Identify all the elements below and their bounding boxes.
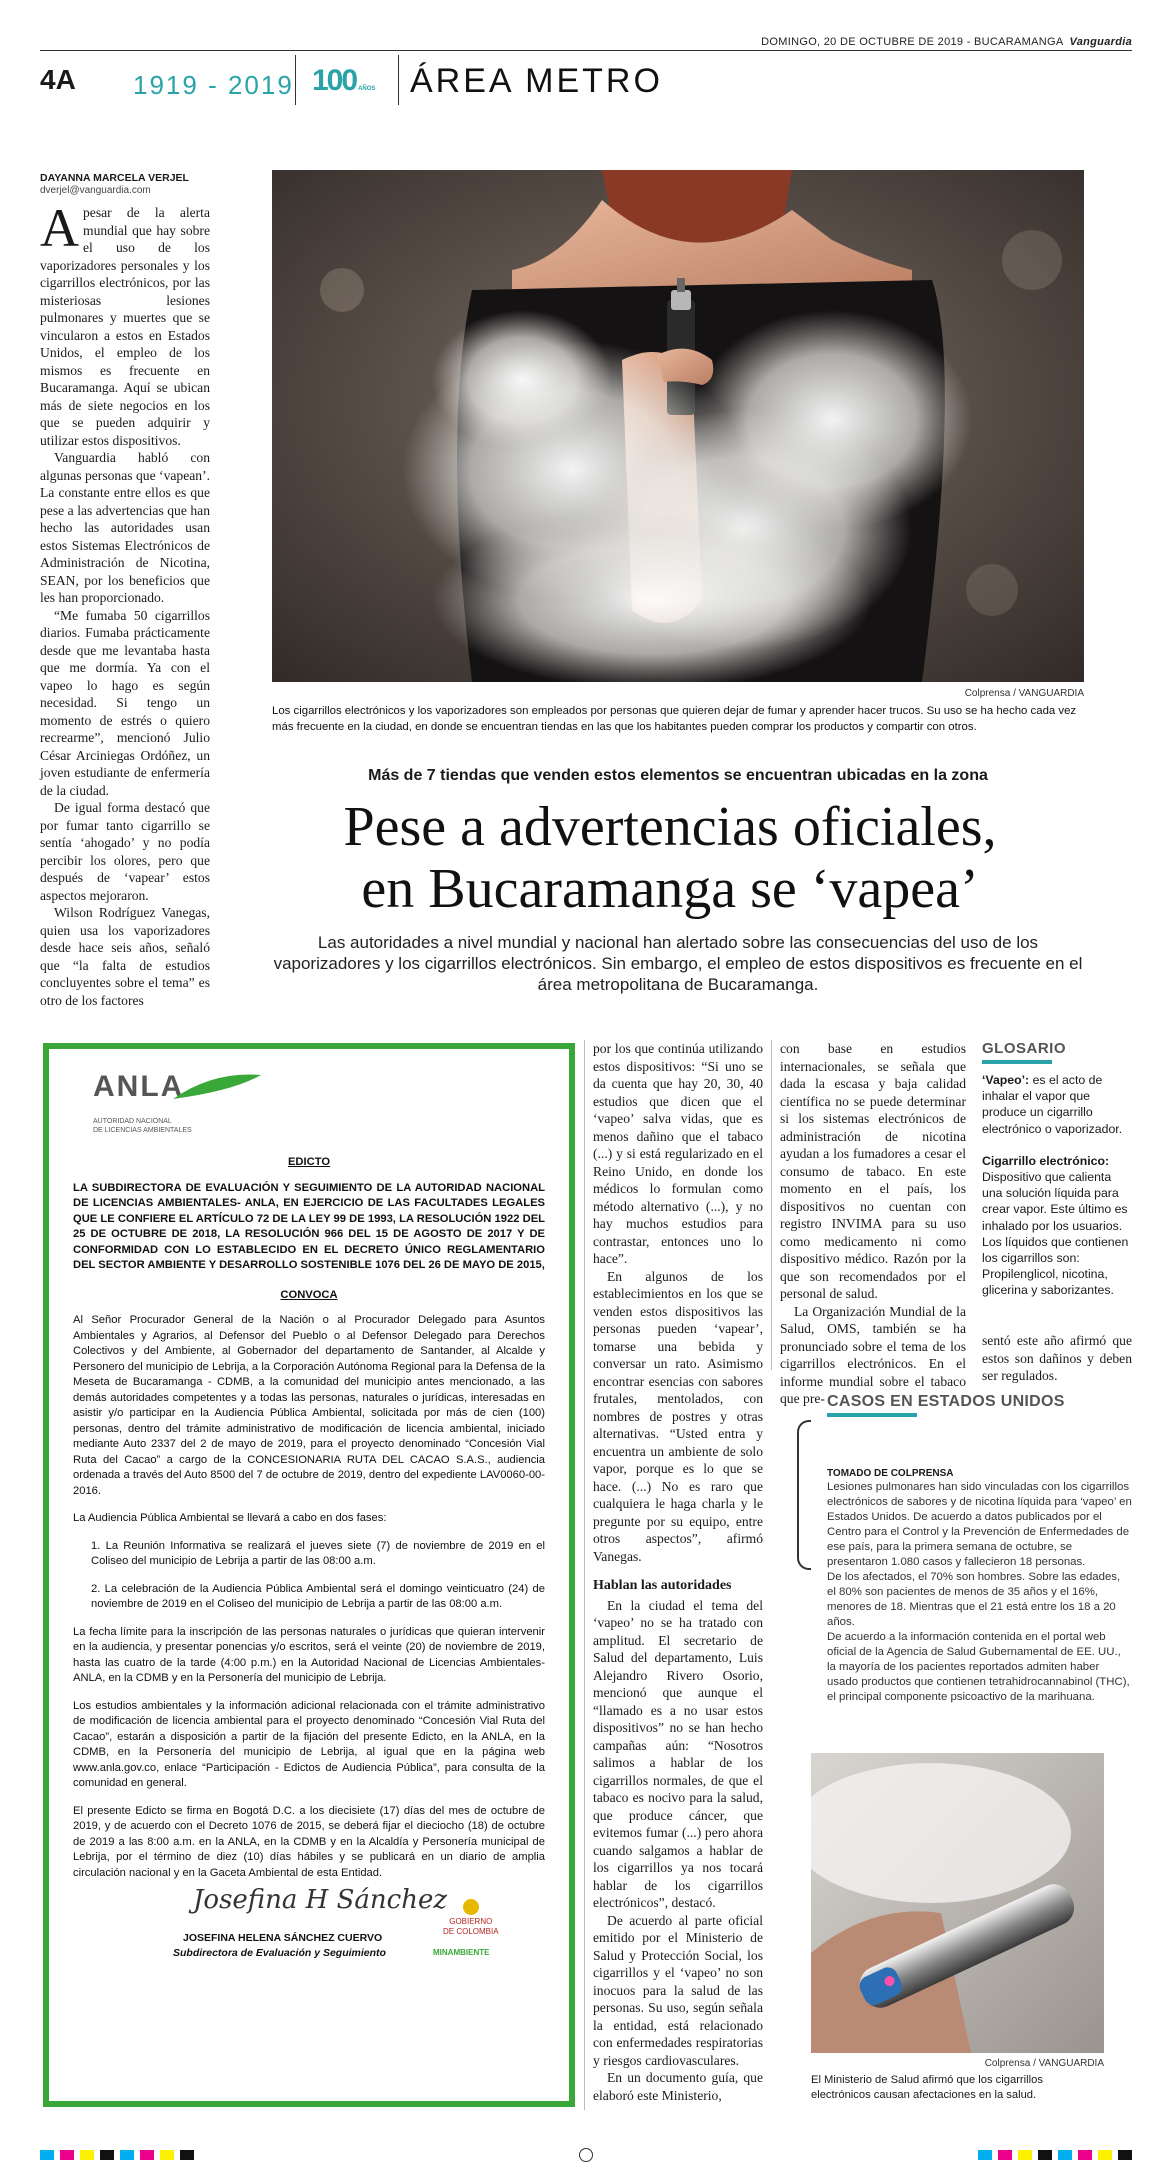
- leaf-icon: [173, 1071, 263, 1101]
- page-number: 4A: [40, 64, 76, 95]
- dropcap: A: [40, 198, 79, 258]
- ad-convoca: CONVOCA: [280, 1288, 338, 1301]
- glossary-continuation: [982, 1332, 1132, 1385]
- casos-paragraph: Lesiones pulmonares han sido vinculadas con los cigarrillos electrónicos de sabores y de nicotina líquida para ‘vapeo’ en Estados Unidos. De acuerdo a datos publicados por el Centro para el Control y la Prevención de Enfermedades de ese país, para la primera semana de octubre, se presentaron 1.080 casos y fallecieron 18 personas.: [827, 1481, 1132, 1568]
- anniversary-logo: [312, 64, 375, 98]
- gobierno-logo: [443, 1899, 499, 1937]
- vaping-woman-photo: [272, 170, 1084, 682]
- ad-paragraph: Los estudios ambientales y la información adicional relacionada con el trámite administrativo de modificación de licencia ambiental para el proyecto denominado “Concesión Vial Ruta del Cacao”, estarán a disposición a partir de la fijación del presente Edicto, en la ANLA, en la CDMB, en la Personería del municipio de Lebrija, al igual que en la página web www.anla.gov.co, enlace “Participación - Edictos de Audiencia Pública”, para consulta de la comunidad en general.: [73, 1699, 545, 1789]
- ad-paragraph: Al Señor Procurador General de la Nación o al Procurador Delegado para Asuntos Ambientales y Agrarios, al Defensor del Pueblo o al Defensor Delegado para Derechos Colectivos y del Ambiente, al Gobernador del departamento de Santander, al Alcalde y Personero del municipio de Lebrija, a la Corporación Autónoma Regional para la Defensa de la Meseta de Bucaramanga - CDMB, a la comunidad del municipio antes mencionado, a las demás autoridades competentes y a todas las personas, naturales o jurídicas, interesadas en asistir y/o participar en la Audiencia Pública Ambiental, solicitada por más de cien (100) personas, dentro del trámite administrativo de modificación de licencia ambiental, iniciado mediante Auto 2337 del 2 de mayo de 2019, para el proyecto denominado “Concesión Vial Ruta del Cacao” a cargo de la CONCESIONARIA RUTA DEL CACAO S.A.S., audiencia ordenada a través del Auto 8500 del 7 de octubre de 2019, dentro del expediente LAV0060-00-2016.: [73, 1314, 545, 1497]
- casos-paragraph: De los afectados, el 70% son hombres. Sobre las edades, el 80% son pacientes de menos de 35 años y el 16%, menores de 18. Mientras que el 21 está entre los 18 a 20 años.: [827, 1571, 1121, 1628]
- subhead: Hablan las autoridades: [593, 1578, 732, 1593]
- headline-line-1: Pese a advertencias oficiales,: [343, 796, 997, 858]
- registration-marks: [40, 2150, 1132, 2160]
- header-rule: [40, 50, 1132, 51]
- anla-logo-sub2: DE LICENCIAS AMBIENTALES: [93, 1127, 192, 1134]
- anla-logo: [73, 1071, 545, 1141]
- photo-caption: Los cigarrillos electrónicos y los vaporizadores son empleados por personas que quieren dejar de fumar y aprender hacer trucos. Su uso se ha hecho cada vez más frecuente en la ciudad, en donde se encuentran tiendas en las que los habitantes pueden comprar los productos y compartir con otros.: [272, 705, 1077, 733]
- ad-intro: LA SUBDIRECTORA DE EVALUACIÓN Y SEGUIMIENTO DE LA AUTORIDAD NACIONAL DE LICENCIAS AMBIENTALES- ANLA, EN EJERCICIO DE LAS FACULTADES LEGALES QUE LE CONFIERE EL ARTÍCULO 72 DE LA LEY 99 DE 1993, LA RESOLUCIÓN 1922 DEL 25 DE OCTUBRE DE 2018, LA RESOLUCIÓN 966 DEL 15 DE AGOSTO DE 2017 Y DE CONFORMIDAD CON LO ESTABLECIDO EN EL DECRETO ÚNICO REGLAMENTARIO DEL SECTOR AMBIENTE Y DESARROLLO SOSTENIBLE 1076 DEL 26 DE MAYO DE 2015,: [73, 1181, 545, 1271]
- casos-source: TOMADO DE COLPRENSA: [827, 1468, 954, 1479]
- signer-role: Subdirectora de Evaluación y Seguimiento: [173, 1947, 386, 1959]
- header-divider-2: [398, 55, 399, 105]
- paragraph: “Me fumaba 50 cigarrillos diarios. Fumaba prácticamente desde que me levantaba hasta que me dormía. Ya con el vapeo lo hago es según necesidad. Si tengo un momento de estrés o quiero recrearme”, mencionó Julio César Arciniegas Ordóñez, un joven estudiante de enfermería de la ciudad.: [40, 607, 210, 798]
- anniversary-small: AÑOS: [358, 86, 376, 92]
- paragraph: con base en estudios internacionales, se señala que dada la escasa y baja calidad científica no se puede determinar si los sistemas electrónicos de administración de nicotina ayudan a los fumadores a cesar el consumo de tabaco. En este momento en el país, los dispositivos no cuentan con registro INVIMA para su uso como medicamento ni como dispositivo médico. Razón por la que son recomendados por el personal de salud.: [780, 1041, 966, 1301]
- glossary-body: [982, 1072, 1132, 1299]
- anla-logo-sub: [93, 1117, 192, 1135]
- paragraph: En algunos de los establecimientos en los que se venden estos dispositivos las personas pueden ‘vapear’, tomarse una bebida y conversar un rato. Asimismo encontrar esencias con sabores frutales, mentolados, con nombres de postres y otras alternativas. “Usted entra y encuentra un ambiente de solo vapor, porque es lo que se hace. (...) No es raro que cualquiera le haga charla y le pregunte por su equipo, entre otros aspectos”, afirmó Vanegas.: [593, 1268, 763, 1564]
- column-rule: [584, 1040, 585, 2110]
- header-divider: [295, 55, 296, 105]
- minambiente-logo: MINAMBIENTE: [433, 1948, 490, 1957]
- date-line: [761, 36, 1132, 48]
- color-bar-right: [978, 2150, 1132, 2160]
- crosshair-icon: [579, 2148, 593, 2162]
- anla-logo-sub1: AUTORIDAD NACIONAL: [93, 1118, 172, 1125]
- paragraph: por los que continúa utilizando estos dispositivos: “Si uno se da cuenta que hay 20, 30, 40 estudios que dicen que el ‘vapeo’ salva vidas, que es menos dañino que el tabaco (...) y si está regularizado en el Reino Unido, en donde los médicos lo formulan como método alternativo (...), y no hay muchos estudios para contrastar, entonces uno lo hace”.: [593, 1041, 763, 1266]
- anniversary-number: 100: [312, 64, 357, 97]
- ad-paragraph: 2. La celebración de la Audiencia Pública Ambiental será el domingo veinticuatro (24) de noviembre de 2019 en el Coliseo del municipio de Lebrija a partir de las 08:00 a.m.: [91, 1582, 545, 1610]
- date-text: DOMINGO, 20 DE OCTUBRE DE 2019 - BUCARAMANGA: [761, 36, 1064, 48]
- paragraph: sentó este año afirmó que estos son dañinos y deben ser regulados.: [982, 1333, 1132, 1383]
- anla-logo-text: ANLA: [93, 1070, 185, 1103]
- paragraph: En un documento guía, que elaboró este Ministerio,: [593, 2070, 763, 2103]
- paragraph: De acuerdo al parte oficial emitido por el Ministerio de Salud y Protección Social, los cigarrillos y el ‘vapeo’ no son inocuos para la salud de las personas. Su uso, según señala la entidad, está relacionado con enfermedades respiratorias y riesgos cardiovasculares.: [593, 1912, 763, 2068]
- signature: Josefina H Sánchez: [193, 1885, 448, 1915]
- byline-name: DAYANNA MARCELA VERJEL: [40, 172, 189, 184]
- glossary-definition: es el acto de inhalar el vapor que produce un cigarrillo electrónico o vaporizador.: [982, 1073, 1123, 1136]
- main-photo: [272, 170, 1084, 682]
- article-column-4: [780, 1040, 966, 1408]
- anla-edict-ad: [43, 1043, 575, 2107]
- paragraph: En la ciudad el tema del ‘vapeo’ no se ha tratado con amplitud. El secretario de Salud del departamento, Luis Alejandro Rivero Osorio, mencionó que aunque el “llamado es a no usar estos dispositivos” no se han hecho campañas aún: “Nosotros salimos a hablar de los cigarrillos normales, de que el tabaco es nocivo para la salud, que produce cáncer, que evitemos fumar (...) pero ahora cuando salgamos a hablar de los cigarrillos ya nos tocará hablar de los cigarrillos electrónicos”, destacó.: [593, 1597, 763, 1910]
- section-title: ÁREA METRO: [410, 62, 663, 100]
- glossary-definition: Dispositivo que calienta una solución líquida para crear vapor. Este último es inhalado por los usuarios. Los líquidos que contienen los cigarrillos son: Propilenglicol, nicotina, glicerina y saborizantes.: [982, 1170, 1129, 1298]
- casos-brace: [797, 1420, 811, 1570]
- glossary-title: GLOSARIO: [982, 1040, 1067, 1057]
- photo2-credit: Colprensa / VANGUARDIA: [984, 2058, 1104, 2069]
- color-bar-left: [40, 2150, 194, 2160]
- headline-line-2: en Bucaramanga se ‘vapea’: [361, 858, 979, 920]
- casos-paragraph: De acuerdo a la información contenida en el portal web oficial de la Agencia de Salud Gubernamental de EE. UU., la mayoría de los pacientes reportados admiten haber usado productos que contienen tetrahidrocannabinol (THC), el principal componente psicoactivo de la marihuana.: [827, 1631, 1130, 1703]
- glossary-term: Cigarrillo electrónico:: [982, 1153, 1110, 1168]
- gov-text-1: GOBIERNO: [449, 1917, 493, 1926]
- paragraph: Wilson Rodríguez Vanegas, quien usa los vaporizadores desde hace seis años, señaló que “la falta de estudios concluyentes sobre el tema” es otro de los factores: [40, 905, 210, 1008]
- e-cigarette-photo: [811, 1753, 1104, 2053]
- ad-paragraph: 1. La Reunión Informativa se realizará el jueves siete (7) de noviembre de 2019 en el Coliseo del municipio de Lebrija a partir de las 08:00 a.m.: [91, 1539, 545, 1567]
- ad-signature-block: [73, 1885, 545, 1973]
- casos-accent-bar: [827, 1413, 917, 1417]
- headline: [240, 796, 1100, 920]
- coat-of-arms-icon: [463, 1899, 479, 1915]
- photo2-caption: El Ministerio de Salud afirmó que los cigarrillos electrónicos causan afectaciones en la salud.: [811, 2074, 1043, 2101]
- ad-paragraph: La Audiencia Pública Ambiental se llevará a cabo en dos fases:: [73, 1512, 387, 1524]
- article-column-3: [593, 1040, 763, 2104]
- casos-body: [827, 1480, 1132, 1705]
- paragraph: Vanguardia habló con algunas personas que ‘vapean’. La constante entre ellos es que pese a las advertencias que han hecho las autoridades usan estos Sistemas Electrónicos de Administración de Nicotina, SEAN, por los beneficios que les han proporcionado.: [40, 450, 210, 605]
- secondary-photo: [811, 1753, 1104, 2053]
- photo-credit: Colprensa / VANGUARDIA: [964, 688, 1084, 699]
- deck: Las autoridades a nivel mundial y nacional han alertado sobre las consecuencias del uso de los vaporizadores y los cigarrillos electrónicos. Sin embargo, el empleo de estos dispositivos es frecuente en el área metropolitana de Bucaramanga.: [273, 933, 1083, 994]
- article-column-1: [40, 198, 210, 1009]
- brand-name: Vanguardia: [1069, 36, 1132, 48]
- glossary-term: ‘Vapeo’:: [982, 1073, 1030, 1087]
- paragraph: pesar de la alerta mundial que hay sobre el uso de los vaporizadores personales y los cigarrillos electrónicos, por las misteriosas lesiones pulmonares y muertes que se vincularon a estos en Estados Unidos, el empleo de los mismos es frecuente en Bucaramanga. Aquí se ubican más de siete negocios en los que se pueden adquirir y utilizar estos dispositivos.: [40, 205, 210, 448]
- column-rule-2: [771, 1040, 772, 1370]
- byline-email: dverjel@vanguardia.com: [40, 185, 151, 196]
- ad-title: EDICTO: [287, 1156, 331, 1168]
- casos-title: CASOS EN ESTADOS UNIDOS: [827, 1393, 1065, 1410]
- ad-paragraph: La fecha límite para la inscripción de las personas naturales o jurídicas que quieran intervenir en la audiencia, y presentar ponencias y/o escritos, será el veinte (20) de noviembre de 2019, hasta las cuatro de la tarde (4:00 p.m.) en la Autoridad Nacional de Licencias Ambientales- ANLA, en la CDMB y en la Personería del municipio de Lebrija.: [73, 1625, 545, 1684]
- paragraph: De igual forma destacó que por fumar tanto cigarrillo se sentía ‘ahogado’ y no podía percibir los olores, pero que después de ‘vapear’ estos aspectos mejoraron.: [40, 800, 210, 903]
- anniversary-years: 1919 - 2019: [133, 70, 294, 100]
- signer-name: JOSEFINA HELENA SÁNCHEZ CUERVO: [183, 1932, 383, 1944]
- kicker: Más de 7 tiendas que venden estos elementos se encuentran ubicadas en la zona: [368, 767, 988, 784]
- ad-paragraph: El presente Edicto se firma en Bogotá D.C. a los diecisiete (17) días del mes de octubre de 2019, y de acuerdo con el Decreto 1076 de 2015, se deberá fijar el dieciocho (18) de octubre de 2019 a las 8:00 a.m. en la ANLA, en la CDMB y en la Alcaldía y Personería municipal de Lebrija, por el término de diez (10) días hábiles y se publicará en un diario de amplia circulación nacional y en la Gaceta Ambiental de esta Entidad.: [73, 1804, 545, 1879]
- glossary-accent-bar: [982, 1060, 1052, 1064]
- paragraph: La Organización Mundial de la Salud, OMS, también se ha pronunciado sobre el tema de los cigarrillos electrónicos. En el informe mundial sobre el tabaco que pre-: [780, 1303, 966, 1406]
- gov-text-2: DE COLOMBIA: [443, 1927, 499, 1936]
